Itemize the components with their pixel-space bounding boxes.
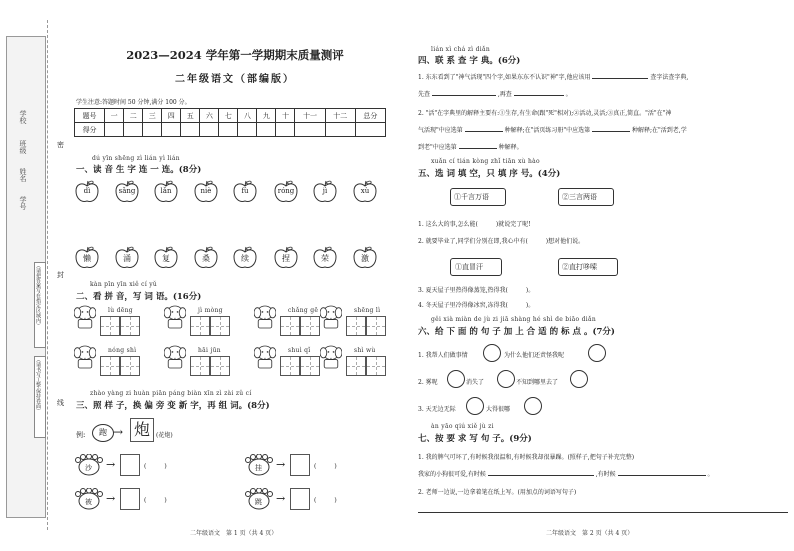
score-input[interactable] — [276, 123, 295, 137]
score-cell: 五 — [181, 109, 200, 123]
s5-q2: 2. 就要毕业了,同学们分别在即,我心中有( )想对他们说。 — [418, 238, 585, 245]
s2-pinyin-item: nóng shì — [108, 347, 137, 354]
s4-blank[interactable] — [465, 131, 503, 132]
elephant-icon — [254, 304, 276, 334]
s7-q1b: 我家的小狗很可爱,有时候 — [418, 471, 486, 478]
s3-word-paren[interactable]: ( ) — [144, 463, 167, 470]
apple-word-card[interactable] — [273, 246, 299, 270]
apple-pinyin: fù — [241, 187, 249, 195]
score-cell: 九 — [257, 109, 276, 123]
binding-mark-mi: 密 — [57, 141, 64, 149]
score-cell: 十二 — [325, 109, 355, 123]
writing-grid[interactable] — [120, 316, 140, 336]
punctuation-circle[interactable] — [447, 370, 465, 388]
s3-source-char: 跳 — [255, 498, 262, 506]
s7-pinyin: àn yāo qiú xiě jù zi — [431, 423, 494, 430]
writing-grid[interactable] — [300, 316, 320, 336]
writing-grid[interactable] — [100, 316, 120, 336]
s4-blank[interactable] — [592, 131, 630, 132]
binding-label-name: 姓名 — [19, 168, 27, 182]
apple-pinyin: xù — [360, 187, 370, 195]
writing-grid[interactable] — [190, 356, 210, 376]
binding-box-1: （请把答案写在指定区域内） — [34, 262, 46, 348]
apple-word-card[interactable] — [153, 246, 179, 270]
apple-pinyin-card[interactable] — [114, 180, 140, 204]
apple-pinyin: lǎn — [160, 187, 172, 195]
writing-grid[interactable] — [346, 356, 366, 376]
writing-grid[interactable] — [210, 356, 230, 376]
apple-pinyin-card[interactable] — [232, 180, 258, 204]
s3-example-char — [92, 424, 114, 442]
arrow-icon: → — [106, 492, 116, 505]
s3-title: 三、照 样 子，换 偏 旁 变 新 字，再 组 词。(8分) — [76, 401, 270, 411]
writing-grid[interactable] — [280, 356, 300, 376]
score-input[interactable] — [325, 123, 355, 137]
s3-source-char: 沙 — [85, 464, 92, 472]
arrow-icon: → — [276, 458, 286, 471]
s2-pinyin-item: shuì qǐ — [288, 347, 311, 354]
s4-line1-text: 1. 东东看到了"神气活现"四个字,如果东东不认识"神"字,他应该用 — [418, 74, 591, 81]
binding-label-class: 班级 — [19, 140, 27, 154]
s3-answer-box[interactable] — [120, 454, 140, 476]
s4-line1b-text: 查字法查字典, — [650, 74, 689, 81]
score-input[interactable] — [238, 123, 257, 137]
s3-example-answer-box — [130, 418, 154, 442]
s3-example-label: 例: — [76, 431, 86, 439]
apple-word-card[interactable] — [232, 246, 258, 270]
punctuation-circle[interactable] — [466, 397, 484, 415]
score-input[interactable] — [181, 123, 200, 137]
right-page — [400, 0, 794, 551]
writing-grid[interactable] — [190, 316, 210, 336]
apple-pinyin-card[interactable] — [352, 180, 378, 204]
s7-blank[interactable] — [618, 475, 706, 476]
binding-mark-feng: 封 — [57, 271, 64, 279]
score-cell: 总分 — [355, 109, 385, 123]
s4-line2c: 。 — [565, 91, 572, 98]
s5-option-2: ②三言两语 — [562, 193, 597, 201]
score-input[interactable] — [124, 123, 143, 137]
punctuation-circle[interactable] — [497, 370, 515, 388]
s4-line4 — [418, 125, 792, 134]
apple-word-card[interactable] — [74, 246, 100, 270]
apple-word: 捏 — [282, 254, 290, 263]
apple-word-card[interactable] — [352, 246, 378, 270]
left-page — [0, 0, 394, 551]
apple-word-card[interactable] — [114, 246, 140, 270]
s2-pinyin-item: shēng lì — [354, 307, 381, 314]
s3-example-char-text: 跑 — [99, 428, 107, 437]
binding-dash-line — [47, 20, 48, 530]
score-cell: 得分 — [75, 123, 105, 137]
elephant-icon — [164, 344, 186, 374]
score-table — [74, 108, 386, 137]
s3-word-paren[interactable]: ( ) — [144, 497, 167, 504]
apple-pinyin: sǎng — [118, 187, 136, 195]
s6-q3a: 3. 天无边无际 — [418, 406, 456, 413]
s4-line2b: ,再查 — [497, 91, 512, 98]
apple-pinyin: róng — [277, 187, 295, 195]
apple-pinyin-card[interactable] — [153, 180, 179, 204]
s4-blank[interactable] — [432, 95, 496, 96]
s3-word-paren[interactable]: ( ) — [314, 497, 337, 504]
s3-word-paren[interactable]: ( ) — [314, 463, 337, 470]
punctuation-circle[interactable] — [524, 397, 542, 415]
s1-title: 一、读 音 生 字 连 一 连。(8分) — [76, 165, 202, 175]
elephant-icon — [164, 304, 186, 334]
apple-pinyin-card[interactable] — [273, 180, 299, 204]
s2-pinyin-item: chǎng gē — [288, 307, 319, 314]
score-cell: 题号 — [75, 109, 105, 123]
s6-q3b: 大得很哪 — [486, 406, 511, 413]
score-cell: 二 — [124, 109, 143, 123]
apple-word: 激 — [361, 254, 369, 263]
s4-line2 — [418, 89, 572, 98]
s3-answer-box[interactable] — [290, 454, 310, 476]
s3-example-word: (花炮) — [156, 432, 173, 439]
s7-q1d: 。 — [707, 471, 714, 478]
binding-label-number: 学号 — [19, 196, 27, 210]
s6-q1b: 为什么他们还责怪我呢 — [504, 352, 565, 359]
score-input[interactable] — [257, 123, 276, 137]
right-footer: 二年级语文 第 2 页（共 4 页） — [546, 530, 634, 537]
apple-word: 荣 — [321, 254, 329, 263]
s5-option-1: ①千言万语 — [454, 193, 489, 201]
writing-grid[interactable] — [120, 356, 140, 376]
apple-word: 复 — [162, 254, 170, 263]
writing-grid[interactable] — [210, 316, 230, 336]
s5-title: 五、选 词 填 空，只 填 序 号。(4分) — [418, 169, 561, 179]
writing-grid[interactable] — [100, 356, 120, 376]
s6-pinyin: gěi xià miàn de jù zi jiā shàng hé shì de biāo diǎn — [431, 316, 597, 323]
s4-line5 — [418, 142, 523, 151]
s2-pinyin-item: lù dēng — [108, 307, 133, 314]
binding-box-2: （请书写工整·保持卷面） — [34, 356, 46, 438]
s4-blank[interactable] — [514, 95, 564, 96]
score-input[interactable] — [162, 123, 181, 137]
elephant-icon — [74, 344, 96, 374]
s1-pinyin: dú yīn shēng zì lián yì lián — [92, 155, 180, 162]
student-notice: 学生注意:答题时间 50 分钟,满分 100 分。 — [76, 99, 191, 106]
s7-title: 七、按 要 求 写 句 子。(9分) — [418, 434, 532, 444]
apple-pinyin: niè — [200, 187, 212, 195]
s2-pinyin: kàn pīn yīn xiě cí yǔ — [90, 281, 158, 288]
apple-word: 桑 — [202, 254, 210, 263]
s3-pinyin: zhào yàng zi huàn piān páng biàn xīn zì zài zǔ cí — [90, 390, 252, 397]
score-cell: 三 — [143, 109, 162, 123]
score-table-score-row — [75, 123, 386, 137]
arrow-icon: → — [113, 425, 124, 439]
writing-grid[interactable] — [366, 316, 386, 336]
s3-source-char: 挂 — [255, 464, 262, 472]
s7-q1: 1. 我的脾气可坏了,有时候我很温和,有时候我却很暴躁。(照样子,把句子补充完整) — [418, 454, 635, 461]
s6-q2c: 不知到哪里去了 — [516, 379, 559, 386]
s3-source-char: 被 — [85, 498, 92, 506]
score-input[interactable] — [105, 123, 124, 137]
s6-title: 六、给 下 面 的 句 子 加 上 合 适 的 标 点 。(7分) — [418, 327, 615, 337]
s4-line5a: 到老"中应选第 — [418, 144, 457, 151]
s4-line3: 2. "活"在字典里的解释主要有:①生存,有生命(跟"死"相对);②活动,灵活;③真正,简直。"活"在"神 — [418, 110, 672, 117]
apple-pinyin-card[interactable] — [312, 180, 338, 204]
score-input[interactable] — [355, 123, 385, 137]
apple-pinyin: jì — [322, 187, 328, 195]
exam-title: 2023—2024 学年第一学期期末质量测评 — [126, 48, 344, 62]
s2-pinyin-item: shì wù — [354, 347, 376, 354]
s5-pinyin: xuǎn cí tián kòng zhǐ tiān xù hào — [431, 158, 540, 165]
s7-q1c: ,有时候 — [595, 471, 616, 478]
arrow-icon: → — [276, 492, 286, 505]
s5-option-4: ②直打哆嗦 — [562, 263, 597, 271]
s4-line5b: 种解释。 — [498, 144, 523, 151]
s5-q3: 3. 夏天屋子里热得像蒸笼,热得我( )。 — [418, 287, 535, 294]
apple-word: 懒 — [83, 254, 91, 263]
score-table-header-row — [75, 109, 386, 123]
score-input[interactable] — [200, 123, 219, 137]
s6-q1a: 1. 我帮人们做事情 — [418, 352, 468, 359]
s7-blank[interactable] — [488, 475, 594, 476]
apple-word: 续 — [241, 254, 249, 263]
score-input[interactable] — [295, 123, 325, 137]
s5-q1: 1. 这么大的事,怎么能( )就说完了呢! — [418, 221, 531, 228]
s6-q2a: 2. 雾呢 — [418, 379, 438, 386]
apple-word-card[interactable] — [193, 246, 219, 270]
score-cell: 六 — [200, 109, 219, 123]
score-input[interactable] — [219, 123, 238, 137]
apple-pinyin-card[interactable] — [74, 180, 100, 204]
writing-grid[interactable] — [366, 356, 386, 376]
s4-title: 四、联 系 查 字 典。(6分) — [418, 56, 521, 66]
s4-line2a: 先查 — [418, 91, 431, 98]
s7-q2: 2. 老师一边说,一边拿着笔在纸上写。(用加点的词语写句子) — [418, 489, 577, 496]
left-footer: 二年级语文 第 1 页（共 4 页） — [190, 530, 278, 537]
s5-option-3: ①直冒汗 — [455, 263, 483, 271]
s4-line1 — [418, 72, 790, 81]
elephant-icon — [74, 304, 96, 334]
s6-q2b: 消失了 — [466, 379, 485, 386]
s7-q1-line — [418, 469, 792, 478]
s4-line4b: 种解释;在"活页练习册"中应选第 — [504, 127, 591, 134]
apple-pinyin: dì — [83, 187, 91, 195]
s3-answer-box[interactable] — [120, 488, 140, 510]
s2-title: 二、看 拼 音，写 词 语。(16分) — [76, 292, 202, 302]
writing-grid[interactable] — [280, 316, 300, 336]
apple-word-card[interactable] — [312, 246, 338, 270]
writing-grid[interactable] — [346, 316, 366, 336]
score-cell: 一 — [105, 109, 124, 123]
score-cell: 十 — [276, 109, 295, 123]
s4-pinyin: lián xì chá zì diǎn — [431, 46, 490, 53]
score-cell: 四 — [162, 109, 181, 123]
s2-pinyin-item: jì mòng — [198, 307, 223, 314]
apple-pinyin-card[interactable] — [193, 180, 219, 204]
s4-line4a: 气活现"中应选第 — [418, 127, 463, 134]
punctuation-circle[interactable] — [588, 344, 606, 362]
score-input[interactable] — [143, 123, 162, 137]
score-cell: 十一 — [295, 109, 325, 123]
binding-label-school: 学校 — [19, 110, 27, 124]
s3-answer-box[interactable] — [290, 488, 310, 510]
s4-blank[interactable] — [592, 78, 648, 79]
s2-pinyin-item: hāi jūn — [198, 347, 221, 354]
s4-line4c: 种解释;在"活到老,学 — [632, 127, 687, 134]
elephant-icon — [254, 344, 276, 374]
score-cell: 八 — [238, 109, 257, 123]
apple-word: 涌 — [123, 254, 131, 263]
s7-answer-line[interactable] — [418, 512, 788, 513]
score-cell: 七 — [219, 109, 238, 123]
punctuation-circle[interactable] — [483, 344, 501, 362]
s5-q4: 4. 冬天屋子里冷得像冰窖,冻得我( )。 — [418, 302, 535, 309]
writing-grid[interactable] — [300, 356, 320, 376]
elephant-icon — [320, 304, 342, 334]
exam-subtitle: 二年级语文（部编版） — [175, 74, 295, 85]
binding-mark-xian: 线 — [57, 399, 64, 407]
elephant-icon — [320, 344, 342, 374]
s3-example-answer: 炮 — [133, 420, 150, 439]
punctuation-circle[interactable] — [570, 370, 588, 388]
s4-blank[interactable] — [459, 148, 497, 149]
arrow-icon: → — [106, 458, 116, 471]
